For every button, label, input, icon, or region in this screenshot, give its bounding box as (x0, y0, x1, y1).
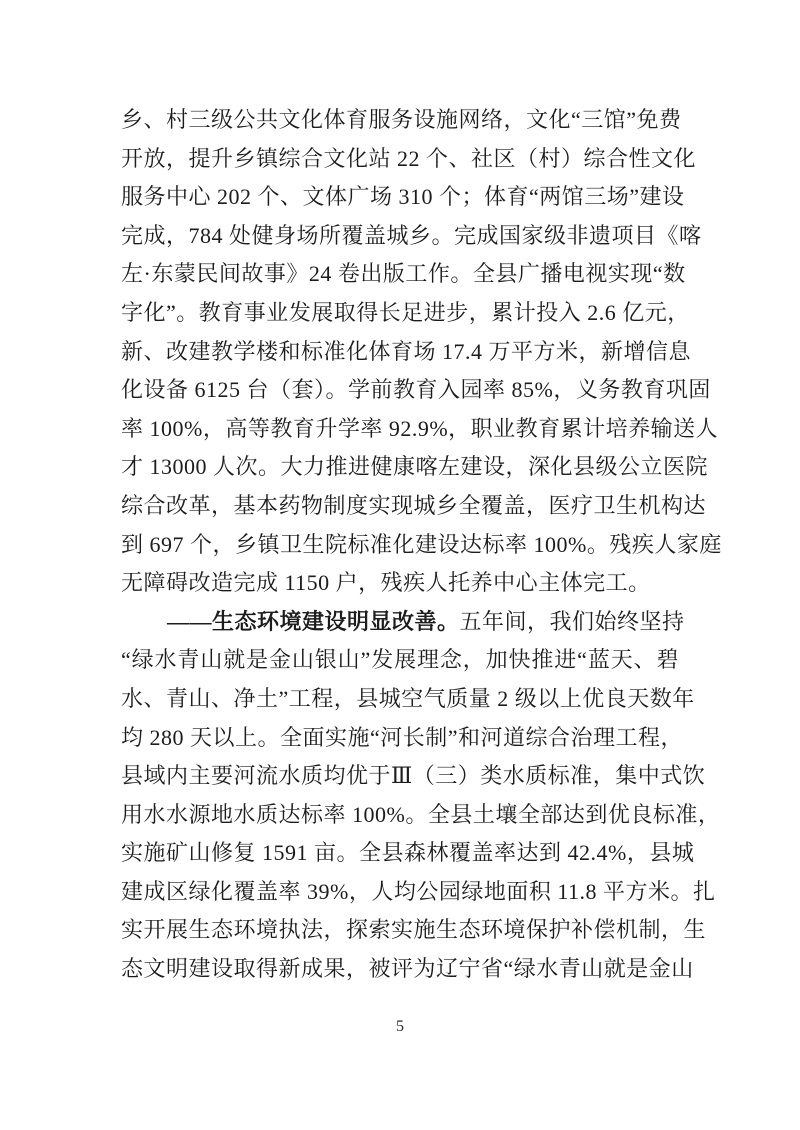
text-line: 开放，提升乡镇综合文化站 22 个、社区（村）综合性文化 (121, 145, 697, 171)
text-line: 新、改建教学楼和标准化体育场 17.4 万平方米，新增信息 (121, 338, 692, 364)
text-line: 左·东蒙民间故事》24 卷出版工作。全县广播电视实现“数 (121, 261, 686, 287)
text-line: 态文明建设取得新成果，被评为辽宁省“绿水青山就是金山 (121, 956, 694, 982)
text-line: 化设备 6125 台（套）。学前教育入园率 85%，义务教育巩固 (121, 377, 711, 403)
page-number: 5 (396, 1018, 404, 1035)
text-line: 无障碍改造完成 1150 户，残疾人托养中心主体完工。 (121, 570, 651, 596)
text-line: 县域内主要河流水质均优于Ⅲ（三）类水质标准，集中式饮 (121, 763, 706, 789)
text-line: 完成，784 处健身场所覆盖城乡。完成国家级非遗项目《喀 (121, 222, 702, 248)
text-line (121, 603, 685, 642)
text-line: 建成区绿化覆盖率 39%，人均公园绿地面积 11.8 平方米。扎 (121, 878, 716, 904)
text-line: 用水水源地水质达标率 100%。全县土壤全部达到优良标准， (121, 801, 721, 827)
text-line: 到 697 个，乡镇卫生院标准化建设达标率 100%。残疾人家庭 (121, 531, 722, 557)
text-line: 率 100%，高等教育升学率 92.9%，职业教育累计培养输送人 (121, 415, 719, 441)
text-line: 水、青山、净土”工程，县城空气质量 2 级以上优良天数年 (121, 685, 695, 711)
paragraph-culture-education-health (121, 101, 722, 603)
paragraph-heading: ——生态环境建设明显改善。 (167, 608, 460, 634)
text-line: 实施矿山修复 1591 亩。全县森林覆盖率达到 42.4%，县城 (121, 840, 695, 866)
paragraph-ecological-environment (121, 603, 721, 989)
text-line: 乡、村三级公共文化体育服务设施网络，文化“三馆”免费 (121, 107, 682, 132)
text-line: 综合改革，基本药物制度实现城乡全覆盖，医疗卫生机构达 (121, 492, 707, 518)
text-block (121, 101, 722, 989)
text-line: 字化”。教育事业发展取得长足进步，累计投入 2.6 亿元， (121, 299, 690, 325)
text-line: 均 280 天以上。全面实施“河长制”和河道综合治理工程， (121, 724, 684, 750)
text-line: “绿水青山就是金山银山”发展理念，加快推进“蓝天、碧 (121, 647, 679, 673)
paragraph-lead-text: 五年间，我们始终坚持 (459, 608, 685, 634)
text-line: 服务中心 202 个、文体广场 310 个；体育“两馆三场”建设 (121, 184, 685, 210)
text-line: 实开展生态环境执法，探索实施生态环境保护补偿机制，生 (121, 917, 707, 943)
text-line: 才 13000 人次。大力推进健康喀左建设，深化县级公立医院 (121, 454, 709, 480)
